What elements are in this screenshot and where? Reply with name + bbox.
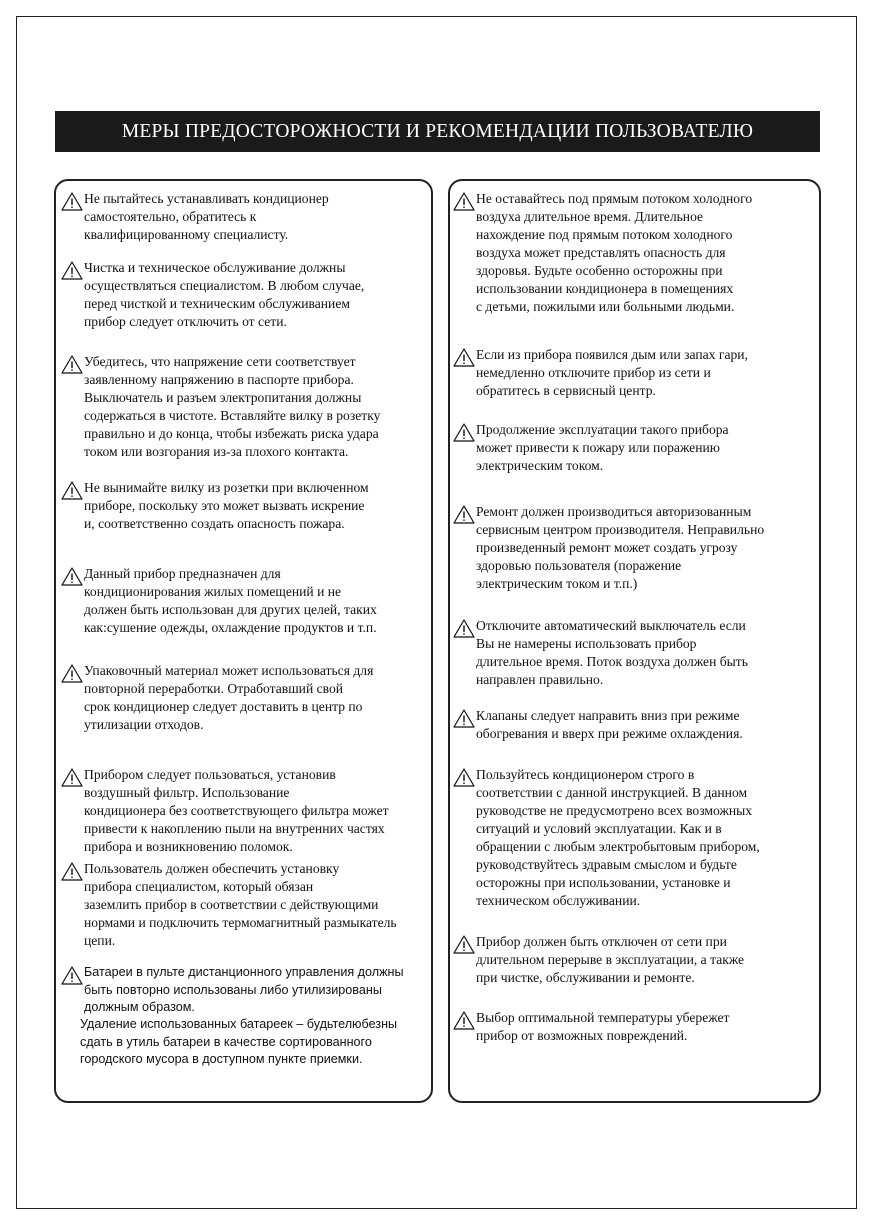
right-item-3-text: Продолжение эксплуатации такого прибора может привести к пожару или поражению электрическим током. — [476, 422, 729, 473]
warning-triangle-icon — [453, 192, 475, 211]
left-extra-text: Удаление использованных батареек – будьтелюбезны сдать в утиль батареи в качестве сортированного городского мусора в доступном пункте приемки. — [80, 1017, 398, 1066]
left-item-8-text: Пользователь должен обеспечить установку прибора специалистом, который обязан заземлить прибор в соответствии с действующими нормами и подключить термомагнитный размыкатель цепи. — [84, 861, 397, 948]
warning-triangle-icon — [61, 567, 83, 586]
warning-triangle-icon — [453, 709, 475, 728]
left-item-3-text: Убедитесь, что напряжение сети соответствует заявленному напряжению в паспорте прибора. Выключатель и разъем электропитания должны содержаться в чистоте. Вставляйте вилку в розетку правильно и до конца, чтобы избежать риска удара током или возгорания из-за плохого контакта. — [84, 354, 381, 459]
right-item-4 — [453, 503, 764, 593]
right-item-2-text: Если из прибора появился дым или запах гари, немедленно отключите прибор из сети и обратитесь в сервисный центр. — [476, 347, 748, 398]
warning-triangle-icon — [61, 966, 83, 985]
left-item-7 — [61, 766, 389, 856]
right-item-4-text: Ремонт должен производиться авторизованным сервисным центром производителя. Неправильно произведенный ремонт может создать угрозу здоровью пользователя (поражение электрическим током и т.п.) — [476, 504, 765, 591]
warning-triangle-icon — [453, 348, 475, 367]
warning-triangle-icon — [453, 505, 475, 524]
warning-triangle-icon — [61, 481, 83, 500]
warning-triangle-icon — [453, 935, 475, 954]
right-item-6-text: Клапаны следует направить вниз при режиме обогревания и вверх при режиме охлаждения. — [476, 708, 743, 741]
right-item-8 — [453, 933, 744, 987]
right-item-7 — [453, 766, 760, 910]
warning-triangle-icon — [61, 862, 83, 881]
warning-triangle-icon — [453, 619, 475, 638]
warning-triangle-icon — [453, 1011, 475, 1030]
left-item-4 — [61, 479, 369, 533]
left-item-9-text: Батареи в пульте дистанционного управления должны быть повторно использованы либо утилизированы должным образом. — [84, 965, 404, 1014]
right-item-9 — [453, 1009, 729, 1045]
left-item-9 — [61, 964, 404, 1017]
left-item-6 — [61, 662, 373, 734]
left-item-5 — [61, 565, 377, 637]
left-item-6-text: Упаковочный материал может использоваться для повторной переработки. Отработавший свой срок кондиционер следует доставить в центр по утилизации отходов. — [84, 663, 374, 732]
left-item-1 — [61, 190, 329, 244]
right-item-5-text: Отключите автоматический выключатель если Вы не намерены использовать прибор длительное время. Поток воздуха должен быть направлен правильно. — [476, 618, 748, 687]
warning-triangle-icon — [453, 423, 475, 442]
warning-triangle-icon — [453, 768, 475, 787]
right-item-1-text: Не оставайтесь под прямым потоком холодного воздуха длительное время. Длительное нахождение под прямым потоком холодного воздуха может представлять опасность для здоровья. Будьте особенно осторожны при использовании кондиционера в помещениях с детьми, пожилыми или больными людьми. — [476, 191, 753, 314]
right-item-3 — [453, 421, 729, 475]
right-item-5 — [453, 617, 748, 689]
left-item-5-text: Данный прибор предназначен для кондиционирования жилых помещений и не должен быть использован для других целей, таких как:сушение одежды, охлаждение продуктов и т.п. — [84, 566, 377, 635]
warning-triangle-icon — [61, 664, 83, 683]
right-item-6 — [453, 707, 743, 743]
title-bar — [55, 111, 820, 152]
left-item-8 — [61, 860, 397, 950]
warning-triangle-icon — [61, 768, 83, 787]
left-item-2 — [61, 259, 364, 331]
left-item-4-text: Не вынимайте вилку из розетки при включенном приборе, поскольку это может вызвать искрение и, соответственно создать опасность пожара. — [84, 480, 369, 531]
warning-triangle-icon — [61, 261, 83, 280]
right-item-7-text: Пользуйтесь кондиционером строго в соответствии с данной инструкцией. В данном руководстве не предусмотрено всех возможных ситуаций и условий эксплуатации. Как и в обращении с любым электробытовым прибором, руководствуйтесь здравым смыслом и будьте осторожны при использовании, установке и техническом обслуживании. — [476, 767, 760, 908]
warning-triangle-icon — [61, 355, 83, 374]
page-title: МЕРЫ ПРЕДОСТОРОЖНОСТИ И РЕКОМЕНДАЦИИ ПОЛЬЗОВАТЕЛЮ — [121, 120, 754, 142]
right-item-2 — [453, 346, 748, 400]
right-item-1 — [453, 190, 752, 316]
left-item-7-text: Прибором следует пользоваться, установив воздушный фильтр. Использование кондиционера без соответствующего фильтра может привести к накоплению пыли на внутренних частях прибора и возникновению поломок. — [84, 767, 389, 854]
right-item-9-text: Выбор оптимальной температуры убережет прибор от возможных повреждений. — [476, 1010, 730, 1043]
warning-triangle-icon — [61, 192, 83, 211]
left-item-3 — [61, 353, 380, 461]
left-item-2-text: Чистка и техническое обслуживание должны осуществляться специалистом. В любом случае, перед чисткой и техническим обслуживанием прибор следует отключить от сети. — [84, 260, 365, 329]
left-item-1-text: Не пытайтесь устанавливать кондиционер самостоятельно, обратитесь к квалифицированному специалисту. — [84, 191, 329, 242]
right-item-8-text: Прибор должен быть отключен от сети при длительном перерыве в эксплуатации, а также при чистке, обслуживании и ремонте. — [476, 934, 745, 985]
